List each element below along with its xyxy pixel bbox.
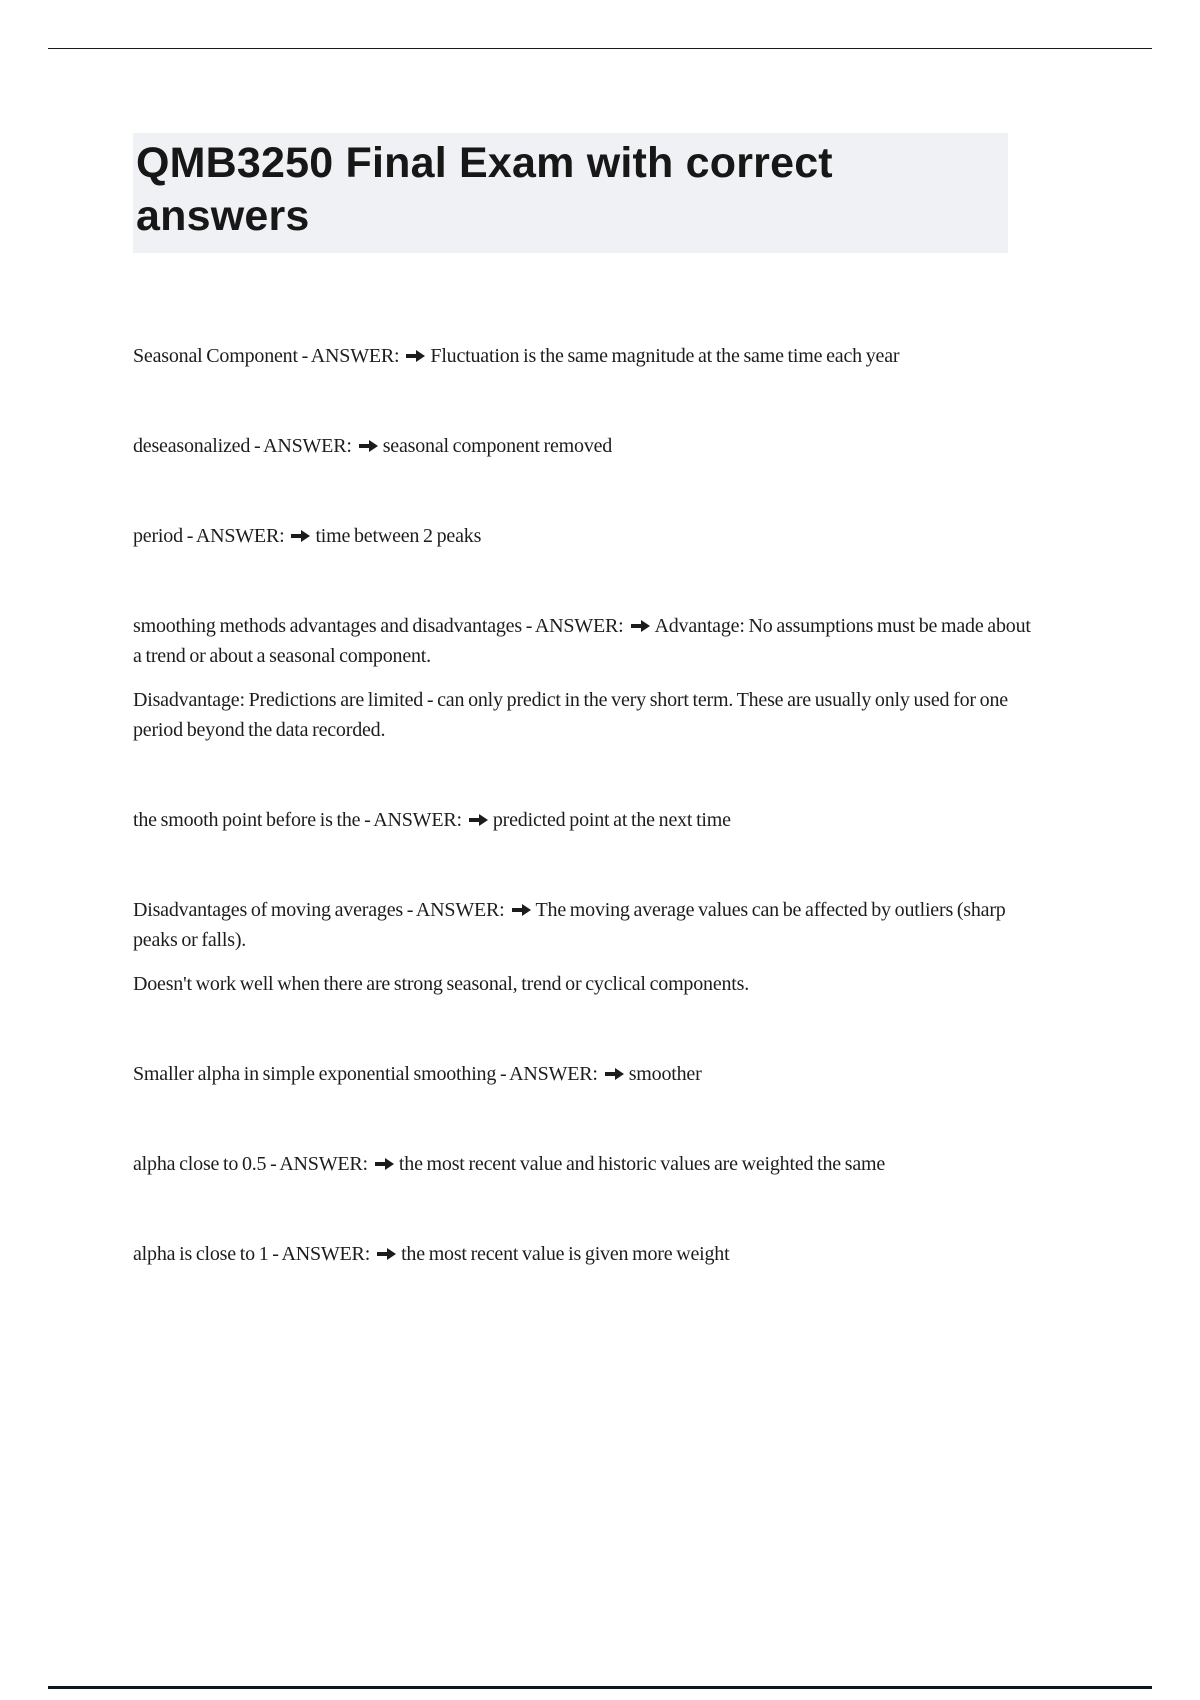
qa-item <box>133 895 1038 999</box>
arrow-right-icon <box>406 350 425 362</box>
qa-answer: Advantage: No assumptions must be made about a trend or about a seasonal component. <box>133 614 1031 667</box>
qa-text <box>133 895 1038 955</box>
document-content <box>133 0 1073 1329</box>
arrow-right-icon <box>512 904 531 916</box>
qa-item <box>133 1239 1038 1269</box>
qa-text <box>133 341 1038 371</box>
qa-text <box>133 521 1038 551</box>
qa-question: alpha close to 0.5 - ANSWER: <box>133 1152 368 1175</box>
qa-item <box>133 431 1038 461</box>
qa-item <box>133 521 1038 551</box>
qa-text <box>133 1059 1038 1089</box>
arrow-right-icon <box>469 814 488 826</box>
qa-item <box>133 341 1038 371</box>
arrow-right-icon <box>377 1248 396 1260</box>
arrow-right-icon <box>605 1068 624 1080</box>
arrow-right-icon <box>359 440 378 452</box>
qa-item <box>133 611 1038 745</box>
bottom-rule <box>48 1686 1152 1689</box>
qa-answer: Fluctuation is the same magnitude at the same time each year <box>430 344 900 367</box>
qa-answer: the most recent value is given more weight <box>401 1242 730 1265</box>
qa-question: the smooth point before is the - ANSWER: <box>133 808 462 831</box>
qa-answer: time between 2 peaks <box>315 524 482 547</box>
qa-question: deseasonalized - ANSWER: <box>133 434 352 457</box>
qa-text <box>133 431 1038 461</box>
qa-item <box>133 1149 1038 1179</box>
qa-question: smoothing methods advantages and disadvantages - ANSWER: <box>133 614 624 637</box>
qa-additional-text: Disadvantage: Predictions are limited - can only predict in the very short term. These are usually only used for one period beyond the data recorded. <box>133 688 1008 741</box>
qa-text <box>133 1149 1038 1179</box>
qa-list <box>133 341 1038 1269</box>
arrow-right-icon <box>631 620 650 632</box>
qa-text <box>133 805 1038 835</box>
qa-answer: the most recent value and historic values are weighted the same <box>398 1152 886 1175</box>
qa-text <box>133 611 1038 671</box>
arrow-right-icon <box>291 530 310 542</box>
qa-answer: predicted point at the next time <box>492 808 731 831</box>
qa-question: alpha is close to 1 - ANSWER: <box>133 1242 371 1265</box>
qa-additional-text: Doesn't work well when there are strong seasonal, trend or cyclical components. <box>133 972 750 995</box>
qa-item <box>133 1059 1038 1089</box>
qa-question: Smaller alpha in simple exponential smoothing - ANSWER: <box>133 1062 598 1085</box>
qa-answer: The moving average values can be affected by outliers (sharp peaks or falls). <box>133 898 1006 951</box>
qa-answer: smoother <box>628 1062 702 1085</box>
qa-question: period - ANSWER: <box>133 524 285 547</box>
page-title: QMB3250 Final Exam with correct answers <box>133 133 1008 253</box>
qa-item <box>133 805 1038 835</box>
qa-question: Disadvantages of moving averages - ANSWER: <box>133 898 505 921</box>
qa-answer: seasonal component removed <box>382 434 613 457</box>
qa-text <box>133 1239 1038 1269</box>
qa-question: Seasonal Component - ANSWER: <box>133 344 400 367</box>
arrow-right-icon <box>375 1158 394 1170</box>
